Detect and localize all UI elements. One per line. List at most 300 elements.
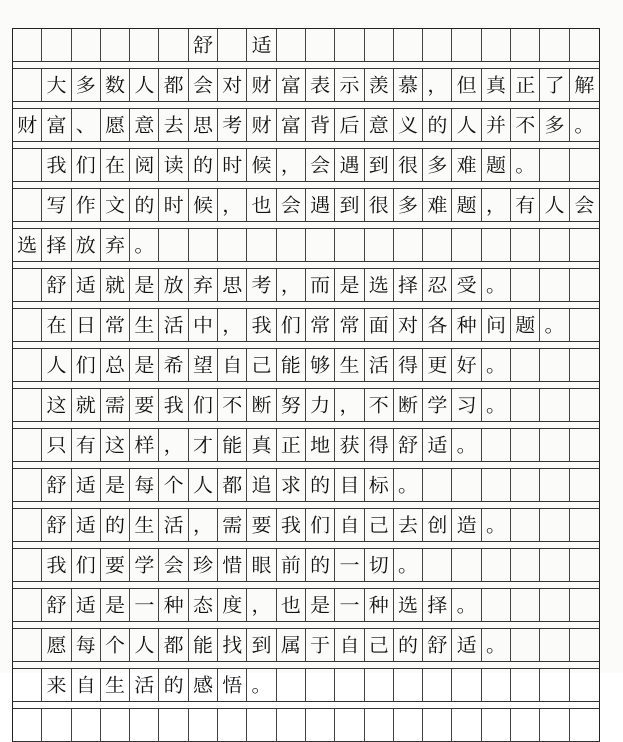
grid-cell — [511, 589, 540, 621]
grid-cell — [277, 149, 306, 181]
grid-cell — [511, 509, 540, 541]
handwritten-character: 的 — [134, 193, 155, 217]
grid-cell — [130, 109, 159, 141]
grid-cell — [159, 469, 188, 501]
grid-cell — [72, 469, 101, 501]
grid-cell — [423, 509, 452, 541]
grid-cell — [189, 589, 218, 621]
handwritten-character: 需 — [105, 393, 126, 417]
grid-cell — [306, 269, 335, 301]
handwritten-character: 自 — [222, 353, 243, 377]
text-row — [12, 109, 600, 142]
handwritten-character: 己 — [368, 513, 389, 537]
grid-cell — [306, 69, 335, 101]
grid-cell — [394, 589, 423, 621]
handwritten-character: 适 — [75, 513, 96, 537]
grid-cell — [72, 309, 101, 341]
grid-cell — [482, 349, 511, 381]
grid-cell — [570, 149, 599, 181]
text-row — [12, 189, 600, 222]
handwritten-character: 舒 — [46, 513, 67, 537]
grid-cell — [101, 629, 130, 661]
grid-cell — [423, 469, 452, 501]
grid-cell — [570, 29, 599, 61]
handwritten-character: 思 — [222, 273, 243, 297]
handwritten-character: 只 — [46, 433, 67, 457]
grid-cell — [101, 589, 130, 621]
handwritten-character: 去 — [163, 113, 184, 137]
handwritten-character: 力 — [310, 393, 331, 417]
handwritten-character: 选 — [17, 233, 38, 257]
handwritten-character: 是 — [339, 273, 360, 297]
handwritten-character: 不 — [515, 113, 536, 137]
grid-cell — [482, 509, 511, 541]
handwritten-character: 会 — [574, 193, 595, 217]
grid-cell — [13, 469, 42, 501]
grid-cell — [159, 389, 188, 421]
grid-cell — [42, 349, 71, 381]
grid-cell — [101, 429, 130, 461]
grid-cell — [13, 669, 42, 701]
grid-cell — [365, 389, 394, 421]
grid-cell — [247, 589, 276, 621]
grid-cell — [423, 309, 452, 341]
grid-cell — [335, 509, 364, 541]
grid-cell — [247, 69, 276, 101]
grid-cell — [365, 709, 394, 741]
grid-cell — [130, 669, 159, 701]
grid-cell — [247, 269, 276, 301]
handwritten-character: 舒 — [46, 473, 67, 497]
handwritten-character: 多 — [544, 113, 565, 137]
handwritten-character: 表 — [310, 73, 331, 97]
handwritten-character: 解 — [574, 73, 595, 97]
row-gap — [12, 622, 600, 629]
handwritten-character: ， — [251, 593, 272, 617]
grid-cell — [511, 29, 540, 61]
handwritten-character: 考 — [222, 113, 243, 137]
handwritten-character: 数 — [105, 73, 126, 97]
handwritten-character: 切 — [368, 553, 389, 577]
handwritten-character: 题 — [456, 193, 477, 217]
handwritten-character: 个 — [163, 473, 184, 497]
grid-cell — [540, 69, 569, 101]
grid-cell — [13, 589, 42, 621]
handwritten-character: 一 — [134, 593, 155, 617]
grid-cell — [570, 349, 599, 381]
grid-cell — [394, 709, 423, 741]
handwritten-character: 适 — [75, 473, 96, 497]
grid-cell — [394, 269, 423, 301]
grid-cell — [277, 269, 306, 301]
handwritten-character: 择 — [398, 273, 419, 297]
handwritten-character: 自 — [339, 633, 360, 657]
grid-cell — [570, 389, 599, 421]
grid-cell — [335, 189, 364, 221]
handwritten-character: 财 — [251, 73, 272, 97]
handwritten-character: 得 — [368, 433, 389, 457]
handwritten-character: 示 — [339, 73, 360, 97]
handwritten-character: 种 — [368, 593, 389, 617]
handwritten-character: 。 — [456, 433, 477, 457]
text-row — [12, 389, 600, 422]
handwritten-character: 们 — [75, 553, 96, 577]
handwritten-character: 人 — [134, 73, 155, 97]
handwritten-character: 人 — [134, 633, 155, 657]
row-gap — [12, 142, 600, 149]
handwritten-character: 舒 — [427, 633, 448, 657]
grid-cell — [13, 229, 42, 261]
grid-cell — [394, 429, 423, 461]
grid-cell — [159, 109, 188, 141]
handwritten-character: 是 — [134, 273, 155, 297]
handwritten-character: 前 — [280, 553, 301, 577]
handwritten-character: ， — [339, 393, 360, 417]
grid-cell — [452, 349, 481, 381]
handwritten-character: 望 — [192, 353, 213, 377]
grid-cell — [218, 69, 247, 101]
grid-cell — [482, 69, 511, 101]
grid-cell — [423, 349, 452, 381]
grid-cell — [452, 309, 481, 341]
grid-cell — [72, 709, 101, 741]
handwritten-character: 的 — [105, 513, 126, 537]
grid-cell — [101, 709, 130, 741]
grid-cell — [101, 469, 130, 501]
grid-cell — [511, 149, 540, 181]
row-gap — [12, 262, 600, 269]
handwritten-character: 舒 — [46, 593, 67, 617]
handwritten-character: 样 — [134, 433, 155, 457]
handwritten-character: 放 — [75, 233, 96, 257]
handwritten-character: ， — [163, 433, 184, 457]
grid-cell — [482, 149, 511, 181]
grid-cell — [452, 509, 481, 541]
handwritten-character: 弃 — [105, 233, 126, 257]
handwritten-character: 这 — [46, 393, 67, 417]
grid-cell — [452, 389, 481, 421]
handwritten-character: 够 — [310, 353, 331, 377]
grid-cell — [306, 149, 335, 181]
handwritten-character: 有 — [515, 193, 536, 217]
grid-cell — [42, 69, 71, 101]
grid-cell — [452, 149, 481, 181]
grid-cell — [306, 429, 335, 461]
grid-cell — [277, 69, 306, 101]
grid-cell — [42, 589, 71, 621]
grid-cell — [42, 309, 71, 341]
grid-cell — [218, 269, 247, 301]
grid-cell — [189, 429, 218, 461]
handwritten-character: 财 — [17, 113, 38, 137]
grid-cell — [130, 349, 159, 381]
handwritten-character: 考 — [251, 273, 272, 297]
row-gap — [12, 542, 600, 549]
grid-cell — [482, 29, 511, 61]
handwritten-character: 候 — [251, 153, 272, 177]
handwritten-character: 的 — [192, 153, 213, 177]
text-row — [12, 429, 600, 462]
handwritten-character: 正 — [515, 73, 536, 97]
grid-cell — [42, 629, 71, 661]
grid-cell — [540, 509, 569, 541]
handwritten-character: 。 — [515, 153, 536, 177]
grid-cell — [101, 109, 130, 141]
handwritten-character: 每 — [134, 473, 155, 497]
grid-cell — [452, 669, 481, 701]
handwritten-character: 一 — [339, 553, 360, 577]
grid-cell — [335, 469, 364, 501]
handwritten-character: 是 — [134, 353, 155, 377]
handwritten-character: 断 — [251, 393, 272, 417]
grid-cell — [130, 549, 159, 581]
handwritten-character: 慕 — [398, 73, 419, 97]
grid-cell — [423, 189, 452, 221]
grid-cell — [101, 69, 130, 101]
grid-cell — [570, 429, 599, 461]
handwritten-character: 会 — [280, 193, 301, 217]
grid-cell — [247, 29, 276, 61]
grid-cell — [365, 549, 394, 581]
grid-cell — [189, 229, 218, 261]
handwritten-character: 希 — [163, 353, 184, 377]
handwritten-character: 真 — [485, 73, 506, 97]
grid-cell — [277, 469, 306, 501]
grid-cell — [13, 269, 42, 301]
handwritten-character: 好 — [456, 353, 477, 377]
grid-cell — [189, 669, 218, 701]
grid-cell — [13, 509, 42, 541]
grid-cell — [277, 709, 306, 741]
text-row — [12, 509, 600, 542]
grid-cell — [365, 629, 394, 661]
handwritten-character: 时 — [163, 193, 184, 217]
grid-cell — [13, 709, 42, 741]
grid-cell — [335, 429, 364, 461]
handwritten-character: 的 — [163, 673, 184, 697]
grid-cell — [482, 429, 511, 461]
handwritten-character: 于 — [310, 633, 331, 657]
handwritten-character: ， — [280, 273, 301, 297]
grid-cell — [277, 549, 306, 581]
text-row — [12, 309, 600, 342]
grid-cell — [452, 69, 481, 101]
grid-cell — [394, 629, 423, 661]
grid-cell — [306, 189, 335, 221]
grid-cell — [218, 429, 247, 461]
grid-cell — [247, 709, 276, 741]
handwritten-character: 都 — [163, 73, 184, 97]
handwritten-character: 真 — [251, 433, 272, 457]
grid-cell — [247, 309, 276, 341]
grid-cell — [482, 669, 511, 701]
grid-cell — [365, 309, 394, 341]
grid-cell — [130, 309, 159, 341]
handwritten-character: 择 — [46, 233, 67, 257]
grid-cell — [42, 189, 71, 221]
grid-cell — [394, 69, 423, 101]
grid-cell — [482, 309, 511, 341]
grid-cell — [159, 309, 188, 341]
grid-cell — [335, 29, 364, 61]
grid-cell — [218, 709, 247, 741]
handwritten-character: 获 — [339, 433, 360, 457]
handwritten-character: 人 — [456, 113, 477, 137]
grid-cell — [540, 389, 569, 421]
grid-cell — [423, 669, 452, 701]
handwritten-character: ， — [427, 73, 448, 97]
grid-cell — [189, 189, 218, 221]
grid-cell — [306, 589, 335, 621]
handwritten-character: 有 — [75, 433, 96, 457]
grid-cell — [101, 389, 130, 421]
grid-cell — [42, 669, 71, 701]
handwritten-character: 常 — [339, 313, 360, 337]
grid-cell — [218, 629, 247, 661]
handwritten-character: 选 — [368, 273, 389, 297]
handwritten-character: 适 — [75, 273, 96, 297]
grid-cell — [130, 509, 159, 541]
grid-cell — [365, 469, 394, 501]
grid-cell — [394, 309, 423, 341]
grid-cell — [218, 229, 247, 261]
grid-cell — [247, 629, 276, 661]
handwritten-character: 很 — [398, 153, 419, 177]
grid-cell — [394, 509, 423, 541]
handwritten-character: 题 — [515, 313, 536, 337]
grid-cell — [365, 349, 394, 381]
grid-cell — [540, 589, 569, 621]
handwritten-character: 舒 — [46, 273, 67, 297]
grid-cell — [540, 469, 569, 501]
row-gap — [12, 342, 600, 349]
grid-cell — [72, 509, 101, 541]
grid-cell — [306, 709, 335, 741]
grid-cell — [394, 669, 423, 701]
grid-cell — [247, 429, 276, 461]
handwritten-character: 们 — [192, 393, 213, 417]
handwritten-character: 去 — [398, 513, 419, 537]
handwritten-character: 追 — [251, 473, 272, 497]
grid-cell — [277, 189, 306, 221]
handwritten-character: 是 — [105, 593, 126, 617]
grid-cell — [247, 109, 276, 141]
handwritten-character: 活 — [163, 313, 184, 337]
text-row — [12, 589, 600, 622]
handwritten-character: 时 — [222, 153, 243, 177]
handwritten-character: 舒 — [398, 433, 419, 457]
row-gap — [12, 382, 600, 389]
grid-cell — [42, 389, 71, 421]
grid-cell — [511, 709, 540, 741]
handwritten-character: 人 — [544, 193, 565, 217]
handwritten-character: 态 — [192, 593, 213, 617]
grid-cell — [130, 389, 159, 421]
handwritten-character: 自 — [75, 673, 96, 697]
grid-cell — [482, 269, 511, 301]
handwritten-character: 在 — [105, 153, 126, 177]
grid-cell — [189, 349, 218, 381]
grid-cell — [72, 549, 101, 581]
row-gap — [12, 102, 600, 109]
grid-cell — [570, 669, 599, 701]
grid-cell — [101, 29, 130, 61]
grid-cell — [511, 389, 540, 421]
text-row — [12, 549, 600, 582]
grid-cell — [482, 629, 511, 661]
handwritten-character: 总 — [105, 353, 126, 377]
grid-cell — [277, 389, 306, 421]
grid-cell — [394, 549, 423, 581]
grid-cell — [247, 189, 276, 221]
handwritten-character: ， — [280, 153, 301, 177]
grid-cell — [13, 629, 42, 661]
handwritten-character: 但 — [456, 73, 477, 97]
row-gap — [12, 662, 600, 669]
grid-cell — [452, 469, 481, 501]
handwritten-character: 中 — [192, 313, 213, 337]
grid-cell — [482, 189, 511, 221]
grid-cell — [277, 509, 306, 541]
grid-cell — [365, 269, 394, 301]
handwritten-character: 生 — [105, 673, 126, 697]
handwritten-character: 己 — [368, 633, 389, 657]
text-row — [12, 709, 600, 742]
handwritten-character: 能 — [280, 353, 301, 377]
grid-cell — [306, 229, 335, 261]
grid-cell — [511, 469, 540, 501]
grid-cell — [335, 229, 364, 261]
grid-cell — [540, 429, 569, 461]
handwritten-character: 对 — [398, 313, 419, 337]
handwritten-character: 眼 — [251, 553, 272, 577]
handwritten-character: 要 — [134, 393, 155, 417]
grid-cell — [306, 109, 335, 141]
handwritten-character: 感 — [192, 673, 213, 697]
handwritten-character: 就 — [105, 273, 126, 297]
grid-cell — [452, 549, 481, 581]
grid-cell — [72, 269, 101, 301]
grid-cell — [570, 189, 599, 221]
grid-cell — [247, 469, 276, 501]
grid-cell — [365, 509, 394, 541]
grid-cell — [365, 429, 394, 461]
grid-cell — [540, 269, 569, 301]
grid-cell — [13, 429, 42, 461]
handwritten-character: 我 — [280, 513, 301, 537]
grid-cell — [365, 669, 394, 701]
text-row — [12, 69, 600, 102]
handwritten-character: 问 — [485, 313, 506, 337]
grid-cell — [159, 589, 188, 621]
handwritten-character: 很 — [368, 193, 389, 217]
grid-cell — [101, 229, 130, 261]
handwritten-character: 会 — [163, 553, 184, 577]
grid-cell — [277, 589, 306, 621]
grid-cell — [101, 189, 130, 221]
grid-cell — [72, 189, 101, 221]
handwritten-character: 作 — [75, 193, 96, 217]
handwritten-character: 。 — [251, 673, 272, 697]
grid-cell — [101, 509, 130, 541]
grid-cell — [511, 429, 540, 461]
grid-cell — [570, 69, 599, 101]
grid-cell — [306, 509, 335, 541]
grid-cell — [72, 629, 101, 661]
grid-cell — [13, 349, 42, 381]
grid-cell — [130, 229, 159, 261]
grid-cell — [159, 549, 188, 581]
